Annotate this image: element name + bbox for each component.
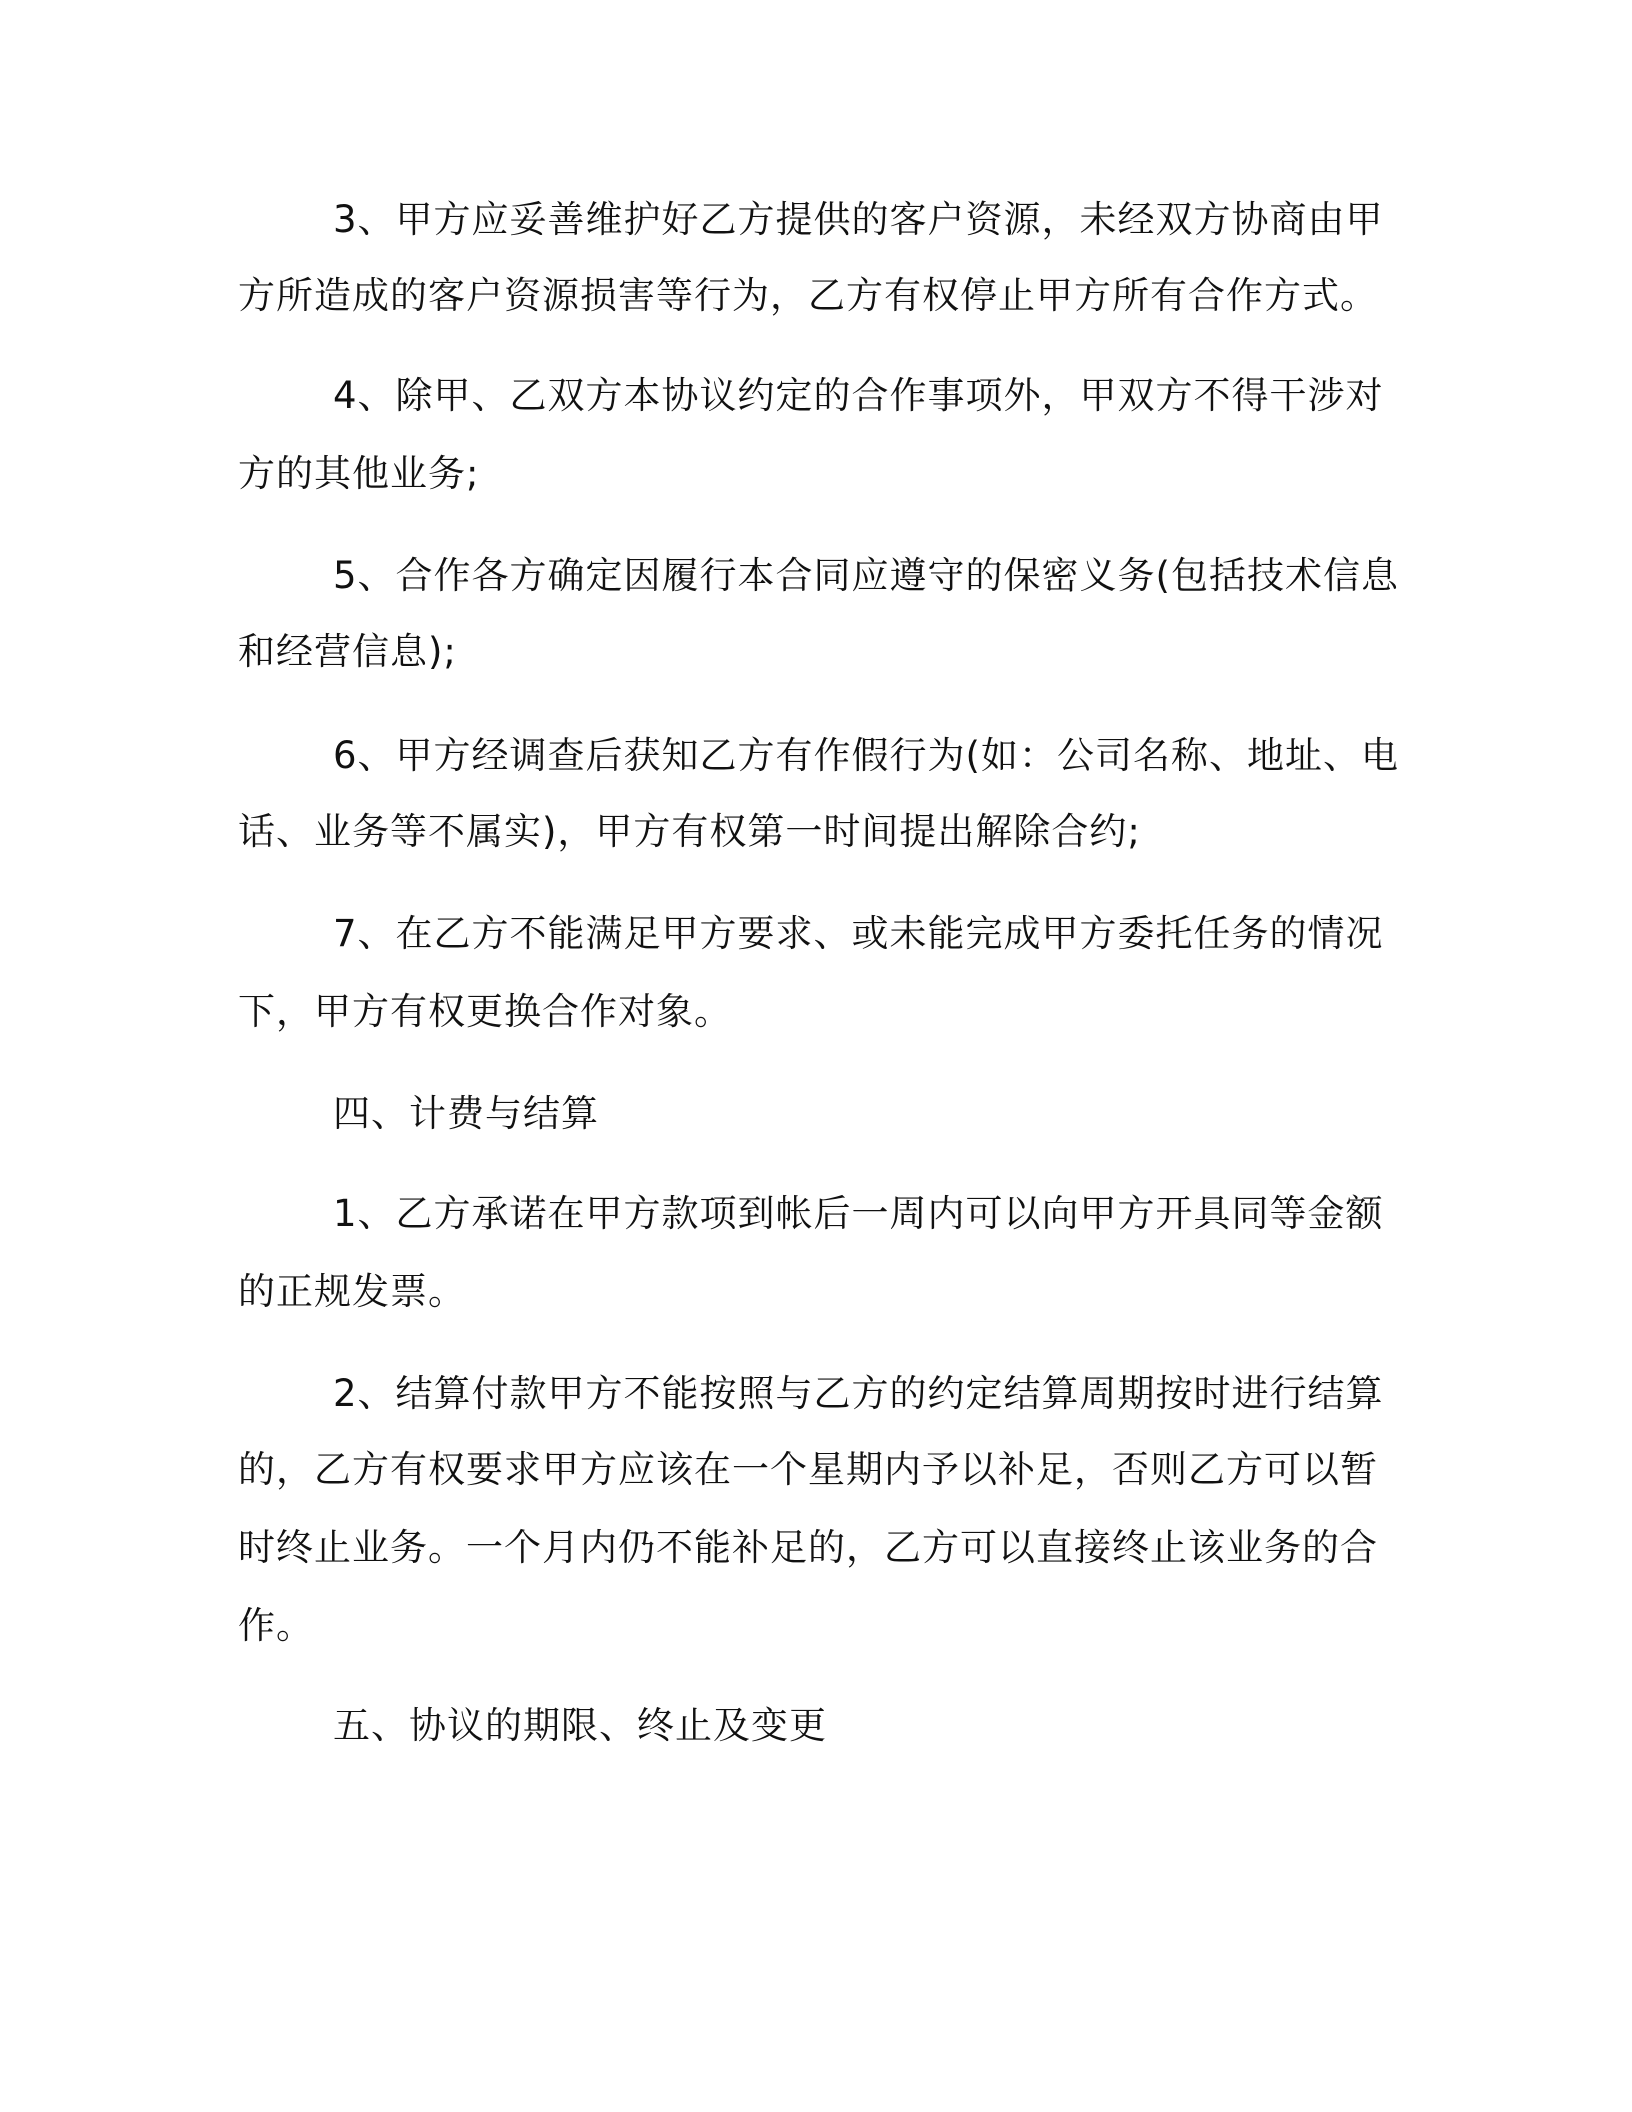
paragraph-billing-2-line-1: 2、结算付款甲方不能按照与乙方的约定结算周期按时进行结算 [333,1372,1384,1415]
paragraph-item-5-line-2: 和经营信息); [238,630,457,673]
paragraph-item-4-line-1: 4、除甲、乙双方本协议约定的合作事项外，甲双方不得干涉对 [333,374,1384,417]
paragraph-item-7-line-1: 7、在乙方不能满足甲方要求、或未能完成甲方委托任务的情况 [333,912,1384,955]
paragraph-item-6-line-2: 话、业务等不属实)，甲方有权第一时间提出解除合约; [238,810,1141,853]
paragraph-billing-2-line-2: 的，乙方有权要求甲方应该在一个星期内予以补足，否则乙方可以暂 [238,1448,1378,1491]
paragraph-billing-1-line-2: 的正规发票。 [238,1270,466,1313]
paragraph-item-5-line-1: 5、合作各方确定因履行本合同应遵守的保密义务(包括技术信息 [333,554,1399,597]
paragraph-item-3-line-2: 方所造成的客户资源损害等行为，乙方有权停止甲方所有合作方式。 [238,274,1378,317]
paragraph-item-4-line-2: 方的其他业务; [238,452,480,495]
paragraph-item-7-line-2: 下，甲方有权更换合作对象。 [238,990,732,1033]
paragraph-billing-2-line-4: 作。 [238,1604,314,1647]
paragraph-billing-1-line-1: 1、乙方承诺在甲方款项到帐后一周内可以向甲方开具同等金额 [333,1192,1384,1235]
section-heading-term: 五、协议的期限、终止及变更 [333,1704,827,1747]
section-heading-billing: 四、计费与结算 [333,1092,599,1135]
paragraph-item-3-line-1: 3、甲方应妥善维护好乙方提供的客户资源，未经双方协商由甲 [333,198,1384,241]
paragraph-billing-2-line-3: 时终止业务。一个月内仍不能补足的，乙方可以直接终止该业务的合 [238,1526,1378,1569]
paragraph-item-6-line-1: 6、甲方经调查后获知乙方有作假行为(如：公司名称、地址、电 [333,734,1399,777]
